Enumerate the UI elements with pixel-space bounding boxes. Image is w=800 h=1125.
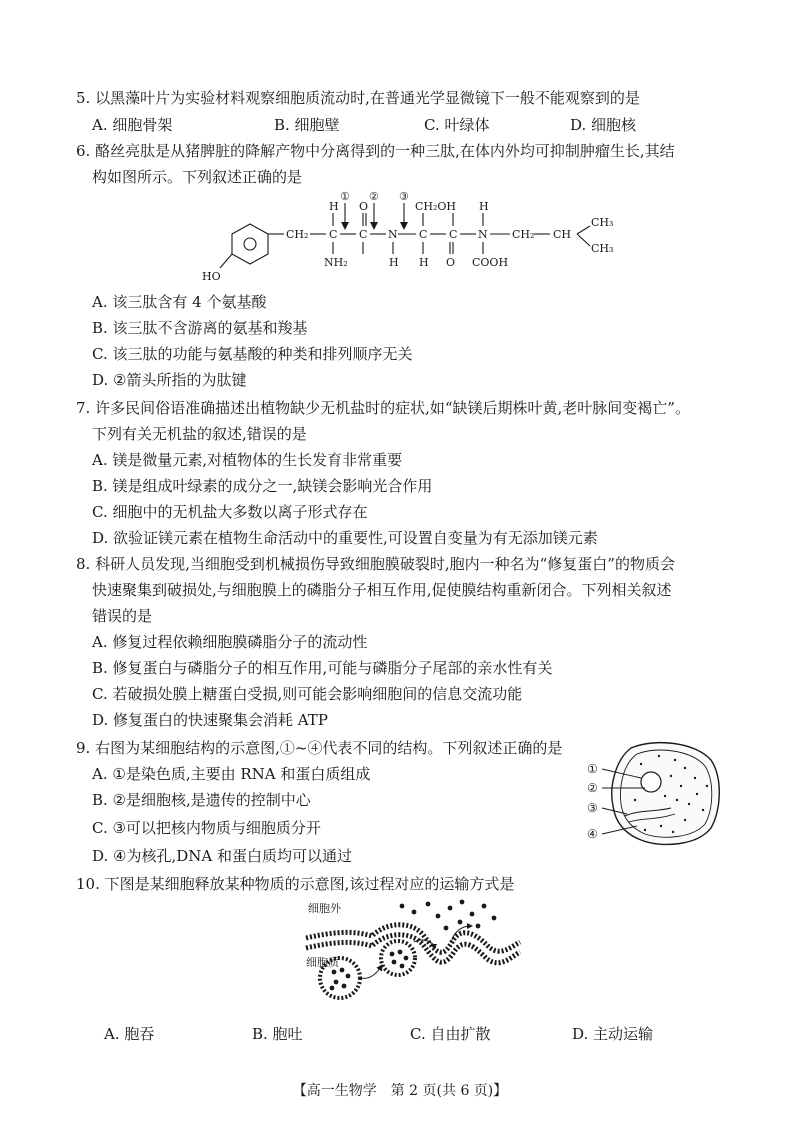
marker-3: ③ xyxy=(399,190,409,203)
q5-option-a: A. 细胞骨架 xyxy=(92,116,173,134)
q9-option-c: C. ③可以把核内物质与细胞质分开 xyxy=(92,819,321,837)
exocytosis-figure xyxy=(302,896,522,1008)
q8-option-a: A. 修复过程依赖细胞膜磷脂分子的流动性 xyxy=(92,633,368,651)
q9-option-b: B. ②是细胞核,是遗传的控制中心 xyxy=(92,791,311,809)
label-cytoplasm: 细胞质 xyxy=(306,956,339,969)
q8-stem-line1: 8. 科研人员发现,当细胞受到机械损伤导致细胞膜破裂时,胞内一种名为“修复蛋白”的物质会 xyxy=(76,555,675,573)
q8-option-b: B. 修复蛋白与磷脂分子的相互作用,可能与磷脂分子尾部的亲水性有关 xyxy=(92,659,553,677)
q7-option-c: C. 细胞中的无机盐大多数以离子形式存在 xyxy=(92,503,368,521)
nucleus-label-1: ① xyxy=(587,762,598,776)
atom-c2: C xyxy=(359,228,368,241)
q5-option-c: C. 叶绿体 xyxy=(424,116,490,134)
atom-h1: H xyxy=(329,200,339,213)
q10-option-d: D. 主动运输 xyxy=(572,1025,654,1043)
nucleus-label-4: ④ xyxy=(587,827,598,841)
q7-option-a: A. 镁是微量元素,对植物体的生长发育非常重要 xyxy=(92,451,403,469)
q9-stem: 9. 右图为某细胞结构的示意图,①~④代表不同的结构。下列叙述正确的是 xyxy=(76,739,563,757)
atom-ch3-a: CH₃ xyxy=(591,216,614,229)
atom-ch: CH xyxy=(553,228,572,241)
q10-stem: 10. 下图是某细胞释放某种物质的示意图,该过程对应的运输方式是 xyxy=(76,875,515,893)
q9-option-a: A. ①是染色质,主要由 RNA 和蛋白质组成 xyxy=(92,765,371,783)
atom-h2: H xyxy=(479,200,489,213)
nucleus-label-2: ② xyxy=(587,781,598,795)
q10-option-c: C. 自由扩散 xyxy=(410,1025,491,1043)
q7-option-b: B. 镁是组成叶绿素的成分之一,缺镁会影响光合作用 xyxy=(92,477,433,495)
q6-option-d: D. ②箭头所指的为肽键 xyxy=(92,371,247,389)
atom-h3: H xyxy=(389,256,399,269)
q8-option-c: C. 若破损处膜上糖蛋白受损,则可能会影响细胞间的信息交流功能 xyxy=(92,685,523,703)
q7-option-d: D. 欲验证镁元素在植物生命活动中的重要性,可设置自变量为有无添加镁元素 xyxy=(92,529,598,547)
marker-2: ② xyxy=(369,190,379,203)
q6-option-c: C. 该三肽的功能与氨基酸的种类和排列顺序无关 xyxy=(92,345,413,363)
atom-cooh: COOH xyxy=(472,256,509,269)
marker-1: ① xyxy=(340,190,350,203)
nucleus-structure-figure xyxy=(585,738,725,850)
atom-o2: O xyxy=(446,256,456,269)
tripeptide-structure-figure xyxy=(200,188,620,290)
q6-stem-line1: 6. 酪丝亮肽是从猪脾脏的降解产物中分离得到的一种三肽,在体内外均可抑制肿瘤生长,其结 xyxy=(76,142,675,160)
q9-option-d: D. ④为核孔,DNA 和蛋白质均可以通过 xyxy=(92,847,352,865)
atom-c4: C xyxy=(449,228,458,241)
atom-ch3-b: CH₃ xyxy=(591,242,614,255)
atom-c1: C xyxy=(329,228,338,241)
atom-ch2-b: CH₂ xyxy=(512,228,535,241)
atom-o1: O xyxy=(359,200,369,213)
q10-options xyxy=(104,1024,744,1044)
atom-n2: N xyxy=(478,228,488,241)
nucleus-label-3: ③ xyxy=(587,801,598,815)
q5-stem: 5. 以黑藻叶片为实验材料观察细胞质流动时,在普通光学显微镜下一般不能观察到的是 xyxy=(76,89,640,107)
q10-option-a: A. 胞吞 xyxy=(104,1025,155,1043)
atom-ch2oh: CH₂OH xyxy=(415,200,457,213)
atom-n1: N xyxy=(388,228,398,241)
q5-option-b: B. 细胞壁 xyxy=(274,116,340,134)
atom-ch2-a: CH₂ xyxy=(286,228,309,241)
q10-option-b: B. 胞吐 xyxy=(252,1025,303,1043)
q7-stem-line2: 下列有关无机盐的叙述,错误的是 xyxy=(92,425,307,443)
q7-stem-line1: 7. 许多民间俗语准确描述出植物缺少无机盐时的症状,如“缺镁后期株叶黄,老叶脉间变褐亡”。 xyxy=(76,399,690,417)
label-outside: 细胞外 xyxy=(308,902,341,915)
q6-option-a: A. 该三肽含有 4 个氨基酸 xyxy=(92,293,267,311)
atom-c3: C xyxy=(419,228,428,241)
atom-h4: H xyxy=(419,256,429,269)
q5-options xyxy=(92,115,732,135)
atom-ho: HO xyxy=(202,270,221,283)
q6-option-b: B. 该三肽不含游离的氨基和羧基 xyxy=(92,319,308,337)
q8-stem-line2: 快速聚集到破损处,与细胞膜上的磷脂分子相互作用,促使膜结构重新闭合。下列相关叙述 xyxy=(92,581,672,599)
q5-option-d: D. 细胞核 xyxy=(570,116,637,134)
atom-nh2: NH₂ xyxy=(324,256,348,269)
q8-option-d: D. 修复蛋白的快速聚集会消耗 ATP xyxy=(92,711,328,729)
page-footer: 【高一生物学 第 2 页(共 6 页)】 xyxy=(292,1083,508,1099)
q8-stem-line3: 错误的是 xyxy=(92,607,153,625)
q6-stem-line2: 构如图所示。下列叙述正确的是 xyxy=(92,168,303,186)
